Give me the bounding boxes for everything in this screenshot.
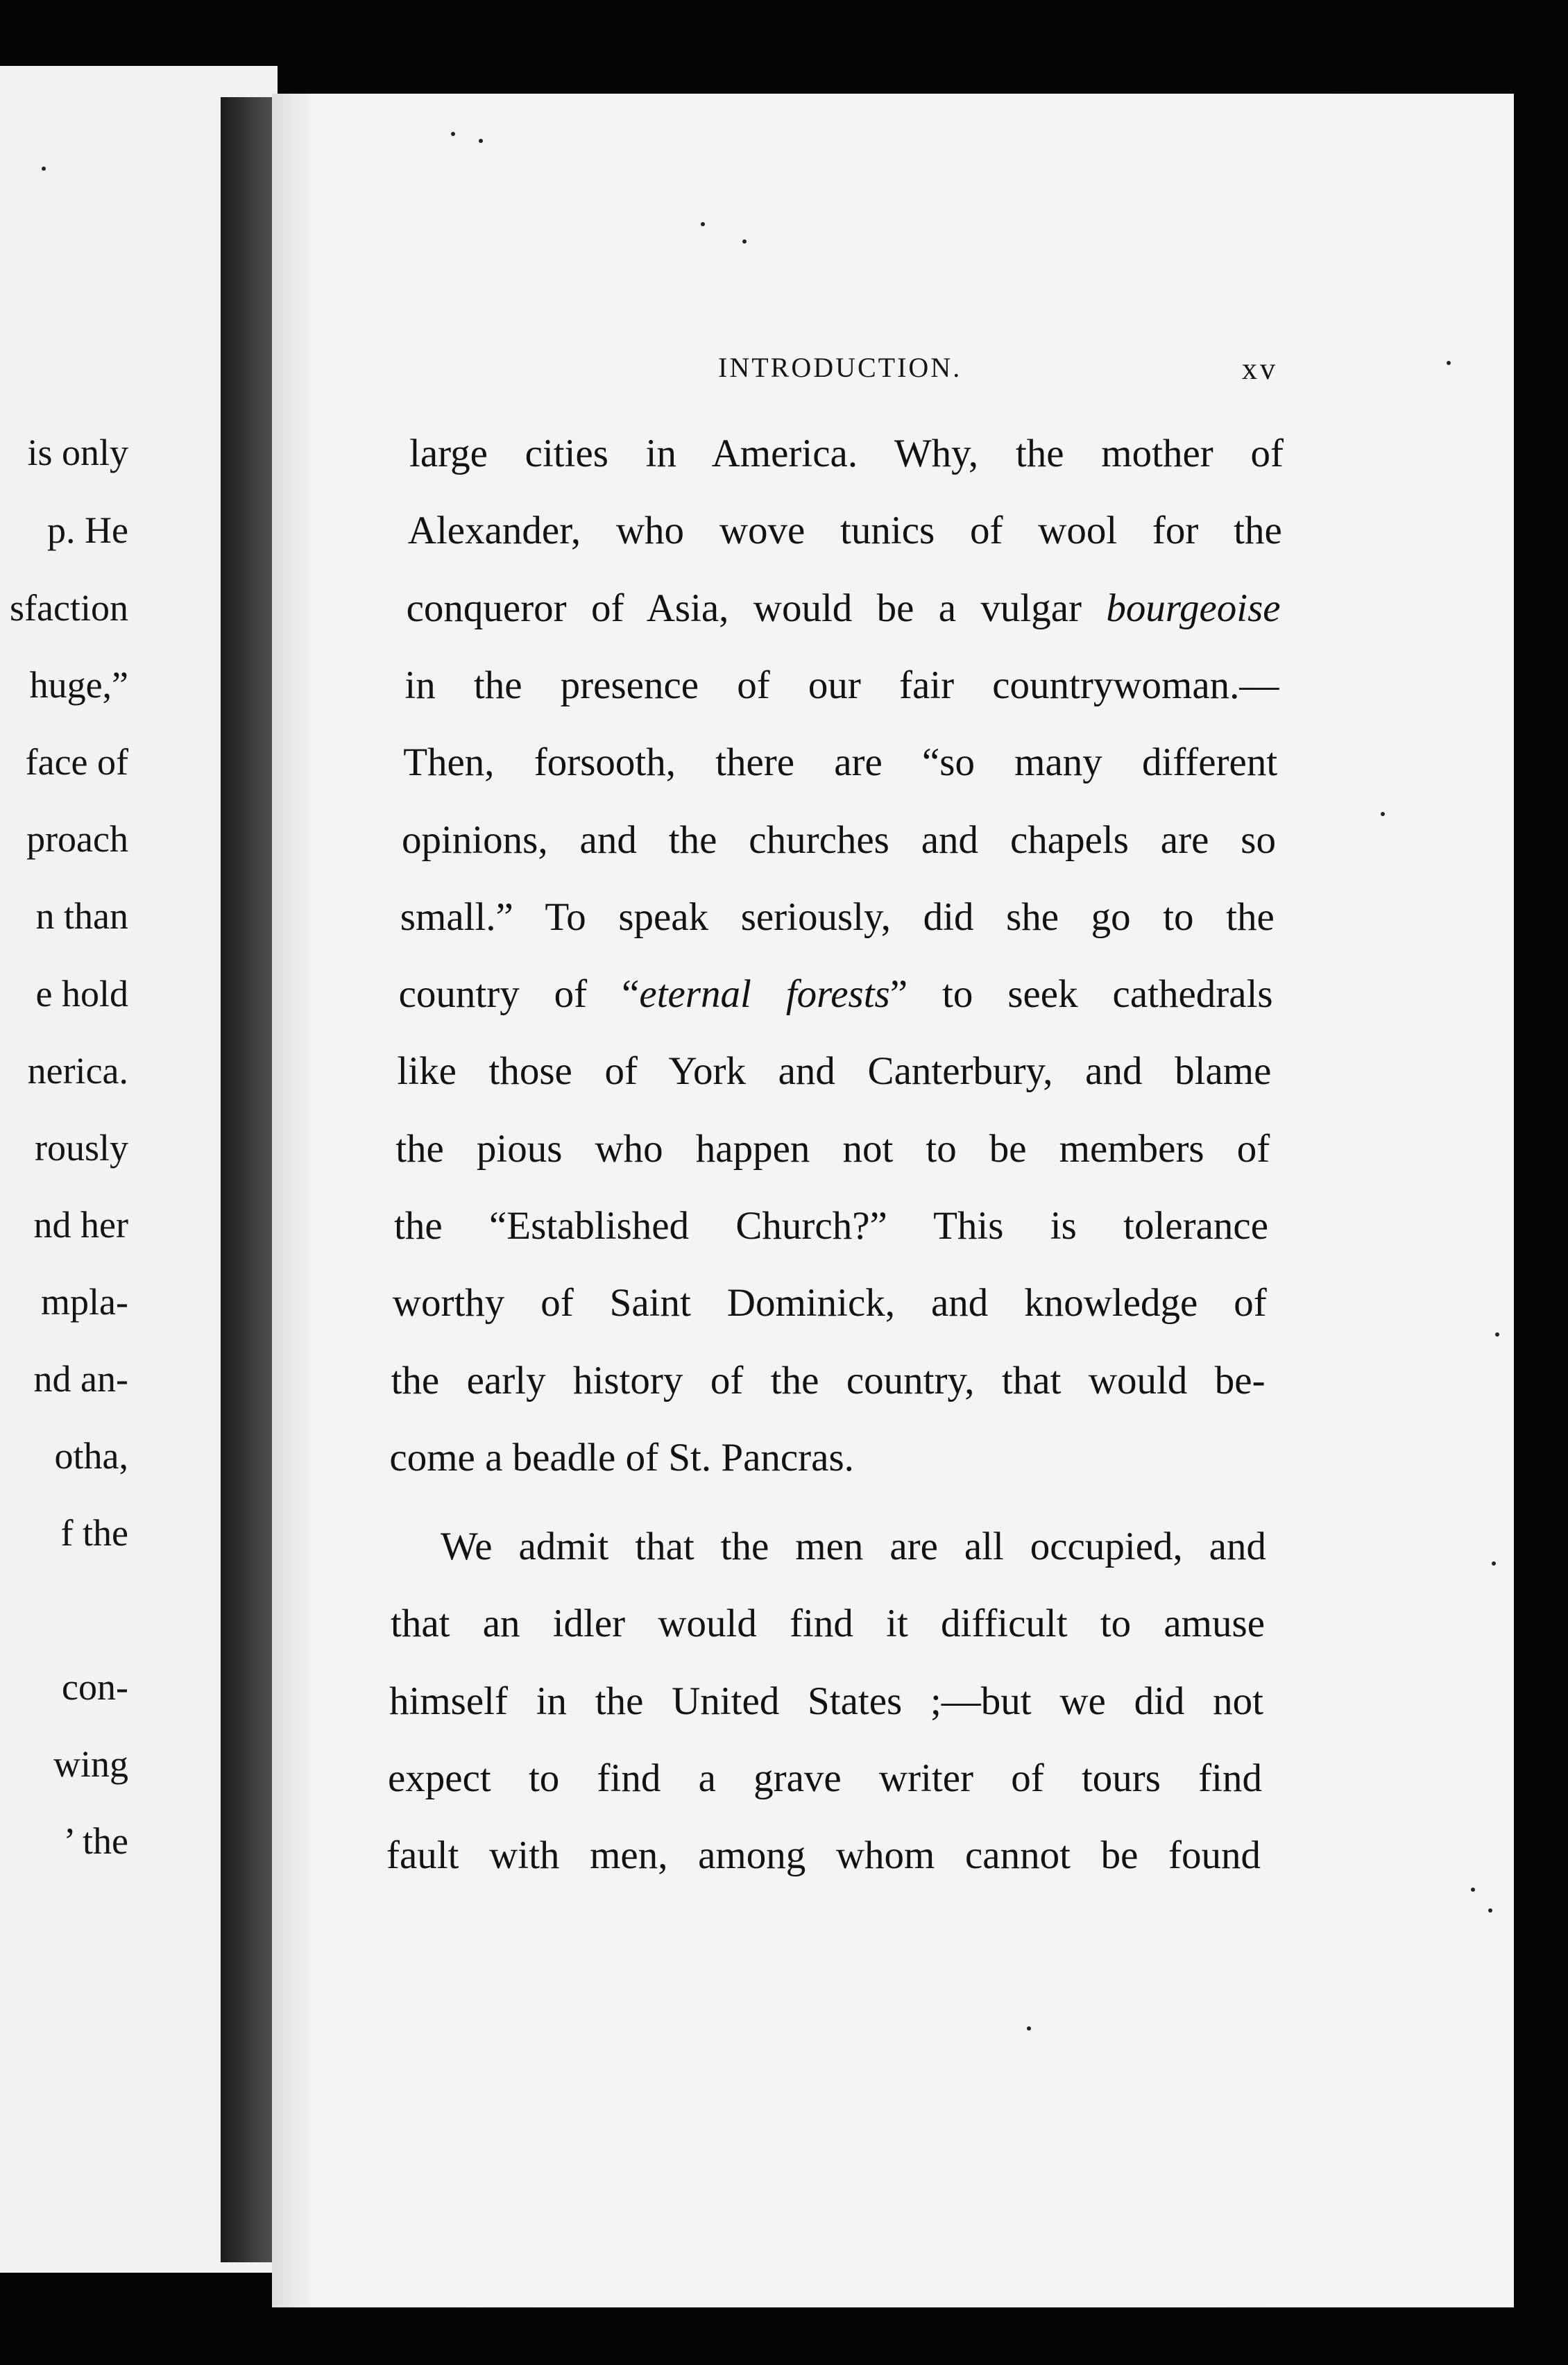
scan-speck — [1488, 1908, 1492, 1913]
body-line — [393, 1283, 1267, 1323]
line-text: large cities in America. Why, the mother of — [409, 432, 1284, 475]
left-page-line-fragment: mpla- — [41, 1281, 128, 1323]
line-text: the “Established Church?” This is tolerance — [394, 1204, 1268, 1248]
scan-speck — [1027, 2026, 1031, 2031]
scan-speck — [1471, 1888, 1475, 1892]
left-page-line-fragment: nd her — [33, 1204, 128, 1246]
line-text: like those of York and Canterbury, and blame — [397, 1049, 1272, 1093]
line-text: opinions, and the churches and chapels are so — [402, 818, 1276, 862]
scan-speck — [42, 167, 46, 171]
body-line — [391, 1361, 1266, 1400]
scan-speck — [451, 132, 455, 136]
line-text: country of “ — [398, 972, 640, 1016]
left-page-line-fragment: p. He — [47, 509, 128, 551]
left-page-line-fragment: f the — [60, 1512, 128, 1554]
line-text: conqueror of Asia, would be a vulgar — [406, 586, 1107, 630]
body-line — [395, 1129, 1270, 1169]
scan-speck — [479, 139, 483, 143]
body-line: expect to find a grave writer of tours find — [388, 1756, 1262, 1800]
body-line — [404, 663, 1279, 707]
body-line — [397, 1051, 1271, 1091]
page-number: xv — [1242, 352, 1278, 386]
left-page-line-fragment: ’ the — [63, 1820, 128, 1862]
line-text: in the presence of our fair countrywoman.— — [404, 663, 1279, 707]
body-line — [403, 740, 1278, 784]
body-line: fault with men, among whom cannot be found — [386, 1833, 1261, 1877]
left-page-line-fragment: otha, — [54, 1435, 128, 1477]
scan-speck — [701, 222, 705, 226]
left-page-line-fragment: is only — [27, 432, 128, 473]
line-text: the pious who happen not to be members of — [395, 1127, 1270, 1171]
scan-speck — [1492, 1561, 1496, 1566]
body-line: himself in the United States ;—but we did not — [389, 1679, 1263, 1723]
scan-speck — [1381, 812, 1385, 816]
scan-speck — [1447, 361, 1451, 365]
body-line — [389, 1436, 1263, 1480]
scan-speck — [742, 239, 747, 244]
left-page-line-fragment: n than — [35, 895, 128, 937]
body-line — [409, 434, 1284, 473]
left-page-line-fragment: nerica. — [27, 1050, 128, 1092]
right-page — [272, 94, 1514, 2307]
body-line — [394, 1206, 1268, 1246]
italic-phrase: bourgeoise — [1106, 586, 1281, 630]
left-page-line-fragment: face of — [25, 741, 128, 783]
line-text: the early history of the country, that would be- — [391, 1359, 1266, 1402]
italic-phrase: eternal forests — [639, 972, 890, 1016]
body-line — [402, 820, 1276, 860]
line-text: small.” To speak seriously, did she go to the — [400, 895, 1275, 939]
left-page-line-fragment: wing — [53, 1743, 128, 1785]
line-text: come a beadle of St. Pancras. — [389, 1436, 854, 1480]
body-line: We admit that the men are all occupied, and — [441, 1525, 1266, 1568]
line-text: Then, forsooth, there are “so many different — [403, 740, 1278, 784]
line-text: worthy of Saint Dominick, and knowledge of — [392, 1281, 1267, 1325]
left-page-line-fragment: proach — [26, 818, 128, 860]
left-page-line-fragment: huge,” — [29, 664, 128, 706]
body-line: that an idler would find it difficult to amuse — [391, 1602, 1265, 1645]
line-text: ” to seek cathedrals — [889, 972, 1273, 1016]
body-line — [407, 588, 1281, 628]
left-page-line-fragment: e hold — [35, 973, 128, 1015]
body-line — [408, 511, 1282, 550]
scan-speck — [1495, 1332, 1499, 1337]
running-head: INTRODUCTION. — [718, 352, 962, 383]
body-line — [399, 974, 1273, 1014]
left-page-line-fragment: rously — [35, 1127, 128, 1169]
left-page-line-fragment: con- — [62, 1666, 128, 1708]
line-text: Alexander, who wove tunics of wool for the — [407, 509, 1282, 552]
left-page-line-fragment: nd an- — [33, 1358, 128, 1400]
body-line — [400, 897, 1275, 937]
left-page-line-fragment: sfaction — [10, 587, 128, 629]
